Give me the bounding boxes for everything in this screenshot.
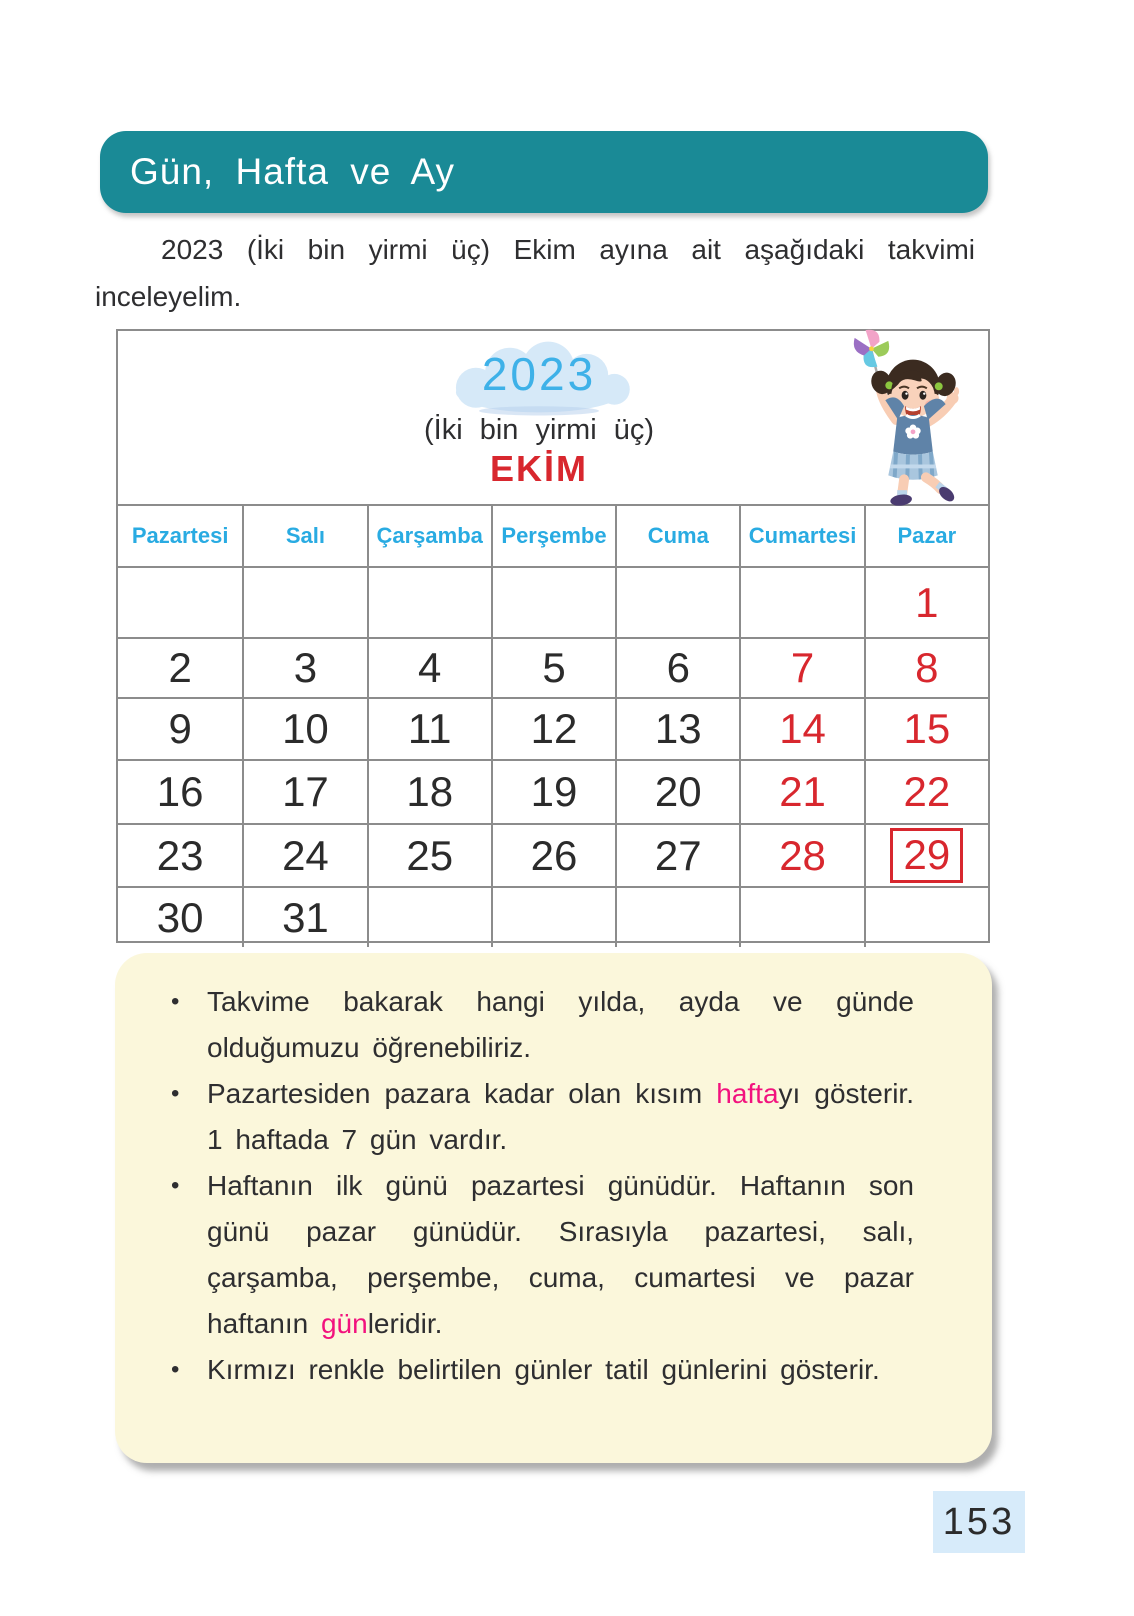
calendar-title-area bbox=[118, 337, 988, 506]
highlight-box-day-29: 29 bbox=[890, 828, 963, 882]
highlighted-word: gün bbox=[320, 1308, 368, 1339]
note-text bbox=[207, 979, 914, 1071]
day-header-3: Çarşamba bbox=[367, 506, 491, 568]
day-cell-4: 4 bbox=[367, 639, 491, 699]
day-cell-17: 17 bbox=[242, 761, 366, 825]
calendar bbox=[116, 329, 990, 943]
day-cell-8: 8 bbox=[864, 639, 988, 699]
day-cell-empty bbox=[615, 888, 739, 947]
bullet-icon: • bbox=[171, 1172, 180, 1199]
day-cell-30: 30 bbox=[156, 893, 204, 941]
day-cell-21: 21 bbox=[739, 761, 863, 825]
day-cell-empty bbox=[491, 888, 615, 947]
note-text bbox=[207, 1347, 914, 1393]
section-banner bbox=[100, 131, 988, 213]
note-segment: leridir. bbox=[367, 1308, 443, 1339]
day-cell-10: 10 bbox=[242, 699, 366, 761]
day-header-6: Cumartesi bbox=[739, 506, 863, 568]
day-cell-22: 22 bbox=[864, 761, 988, 825]
day-cell-empty bbox=[367, 888, 491, 947]
notes-list bbox=[171, 979, 914, 1393]
day-header-1: Pazartesi bbox=[118, 506, 242, 568]
bullet-icon: • bbox=[171, 1356, 180, 1383]
note-item-4 bbox=[171, 1347, 914, 1393]
day-cell-15: 15 bbox=[864, 699, 988, 761]
calendar-year: 2023 bbox=[481, 348, 597, 400]
day-cell-13: 13 bbox=[615, 699, 739, 761]
day-header-2: Salı bbox=[242, 506, 366, 568]
calendar-year-words: (İki bin yirmi üç) bbox=[423, 414, 654, 446]
day-cell-2: 2 bbox=[118, 639, 242, 699]
day-cell-18: 18 bbox=[367, 761, 491, 825]
girl-illustration bbox=[844, 329, 984, 507]
day-header-5: Cuma bbox=[615, 506, 739, 568]
bullet-icon: • bbox=[171, 988, 180, 1015]
day-cell-14: 14 bbox=[739, 699, 863, 761]
note-segment: Takvime bakarak hangi yılda, ayda ve günde olduğumuzu öğrenebiliriz. bbox=[207, 986, 914, 1063]
note-item-1 bbox=[171, 979, 914, 1071]
day-cell-3: 3 bbox=[242, 639, 366, 699]
day-cell-5: 5 bbox=[491, 639, 615, 699]
day-cell-29 bbox=[864, 825, 988, 888]
day-header-4: Perşembe bbox=[491, 506, 615, 568]
highlighted-word: hafta bbox=[716, 1078, 779, 1109]
note-item-2 bbox=[171, 1071, 914, 1163]
notes-box bbox=[115, 953, 992, 1463]
day-cell-28: 28 bbox=[739, 825, 863, 888]
day-cell-27: 27 bbox=[615, 825, 739, 888]
day-cell-11: 11 bbox=[367, 699, 491, 761]
day-cell-26: 26 bbox=[491, 825, 615, 888]
section-title: Gün, Hafta ve Ay bbox=[130, 151, 456, 192]
calendar-month: EKİM bbox=[490, 448, 588, 489]
day-cell-1: 1 bbox=[864, 568, 988, 639]
note-text bbox=[207, 1163, 914, 1347]
day-cell-24: 24 bbox=[242, 825, 366, 888]
day-cell-7: 7 bbox=[739, 639, 863, 699]
calendar-day-grid bbox=[118, 568, 988, 947]
day-cell-12: 12 bbox=[491, 699, 615, 761]
note-segment: Pazartesiden pazara kadar olan kısım bbox=[207, 1078, 717, 1109]
note-text bbox=[207, 1071, 914, 1163]
day-cell-empty bbox=[491, 568, 615, 639]
day-cell-19: 19 bbox=[491, 761, 615, 825]
day-cell-empty bbox=[367, 568, 491, 639]
day-cell-empty bbox=[864, 888, 988, 947]
note-item-3 bbox=[171, 1163, 914, 1347]
note-segment: Kırmızı renkle belirtilen günler tatil günlerini gösterir. bbox=[207, 1354, 880, 1385]
year-cloud bbox=[389, 337, 689, 417]
intro-text: 2023 (İki bin yirmi üç) Ekim ayına ait aşağıdaki takvimi inceleyelim. bbox=[95, 234, 975, 312]
day-cell-20: 20 bbox=[615, 761, 739, 825]
note-segment: Haftanın ilk günü pazartesi günüdür. Haftanın son günü pazar günüdür. Sırasıyla pazartesi, salı, çarşamba, perşembe, cuma, cumartesi ve pazar haftanın bbox=[207, 1170, 914, 1339]
bullet-icon: • bbox=[171, 1080, 180, 1107]
day-cell-31: 31 bbox=[242, 888, 366, 947]
day-cell-6: 6 bbox=[615, 639, 739, 699]
page-number: 153 bbox=[933, 1491, 1025, 1553]
day-cell-empty bbox=[118, 568, 242, 639]
note-segment: yı gösterir. 1 haftada 7 gün vardır. bbox=[207, 1078, 914, 1155]
day-cell-9: 9 bbox=[118, 699, 242, 761]
day-header-7: Pazar bbox=[864, 506, 988, 568]
day-cell-empty bbox=[242, 568, 366, 639]
day-cell-23: 23 bbox=[118, 825, 242, 888]
day-cell-empty bbox=[739, 888, 863, 947]
pinwheel-icon bbox=[854, 330, 889, 367]
day-cell-16: 16 bbox=[118, 761, 242, 825]
day-cell-empty bbox=[615, 568, 739, 639]
day-cell-empty bbox=[739, 568, 863, 639]
day-header-row bbox=[118, 506, 988, 568]
day-cell-25: 25 bbox=[367, 825, 491, 888]
